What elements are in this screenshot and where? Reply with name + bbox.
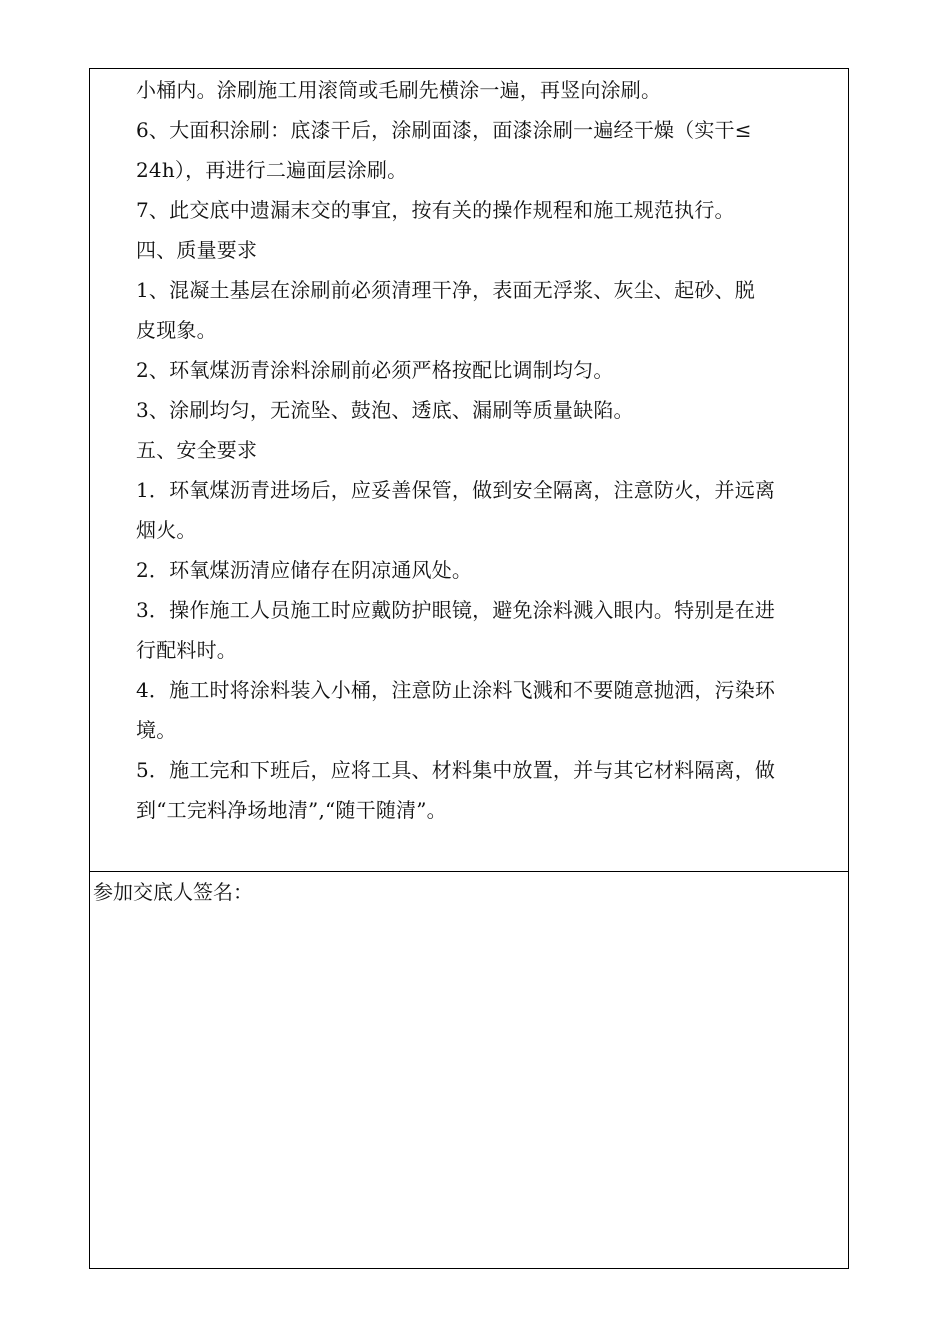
text-line: 1．环氧煤沥青进场后，应妥善保管，做到安全隔离，注意防火，并远离 <box>136 478 776 502</box>
text-line: 烟火。 <box>136 518 197 542</box>
text-line: 6、大面积涂刷：底漆干后，涂刷面漆，面漆涂刷一遍经干燥（实干≤ <box>136 118 752 142</box>
disclosure-form-table <box>89 68 849 1269</box>
text-line: 24h），再进行二遍面层涂刷。 <box>136 158 408 182</box>
section-heading-quality: 四、质量要求 <box>136 238 258 262</box>
text-line: 行配料时。 <box>136 638 237 662</box>
text-line: 皮现象。 <box>136 318 217 342</box>
section-heading-safety: 五、安全要求 <box>136 438 258 462</box>
text-line: 3．操作施工人员施工时应戴防护眼镜，避免涂料溅入眼内。特别是在进 <box>136 598 776 622</box>
signature-label: 参加交底人签名： <box>93 880 253 904</box>
text-line: 到“工完料净场地清”,“随干随清”。 <box>136 798 447 822</box>
text-line: 7、此交底中遗漏末交的事宜，按有关的操作规程和施工规范执行。 <box>136 198 735 222</box>
content-cell <box>90 69 848 872</box>
text-line: 5．施工完和下班后，应将工具、材料集中放置，并与其它材料隔离，做 <box>136 758 776 782</box>
signature-cell[interactable] <box>90 872 848 1269</box>
text-line: 4．施工时将涂料装入小桶，注意防止涂料飞溅和不要随意抛洒，污染环 <box>136 678 776 702</box>
text-line: 2．环氧煤沥清应储存在阴凉通风处。 <box>136 558 473 582</box>
text-line: 3、涂刷均匀，无流坠、鼓泡、透底、漏刷等质量缺陷。 <box>136 398 634 422</box>
text-line: 2、环氧煤沥青涂料涂刷前必须严格按配比调制均匀。 <box>136 358 614 382</box>
text-line: 1、混凝土基层在涂刷前必须清理干净，表面无浮浆、灰尘、起砂、脱 <box>136 278 755 302</box>
text-line: 境。 <box>136 718 177 742</box>
text-line: 小桶内。涂刷施工用滚筒或毛刷先横涂一遍，再竖向涂刷。 <box>136 78 662 102</box>
